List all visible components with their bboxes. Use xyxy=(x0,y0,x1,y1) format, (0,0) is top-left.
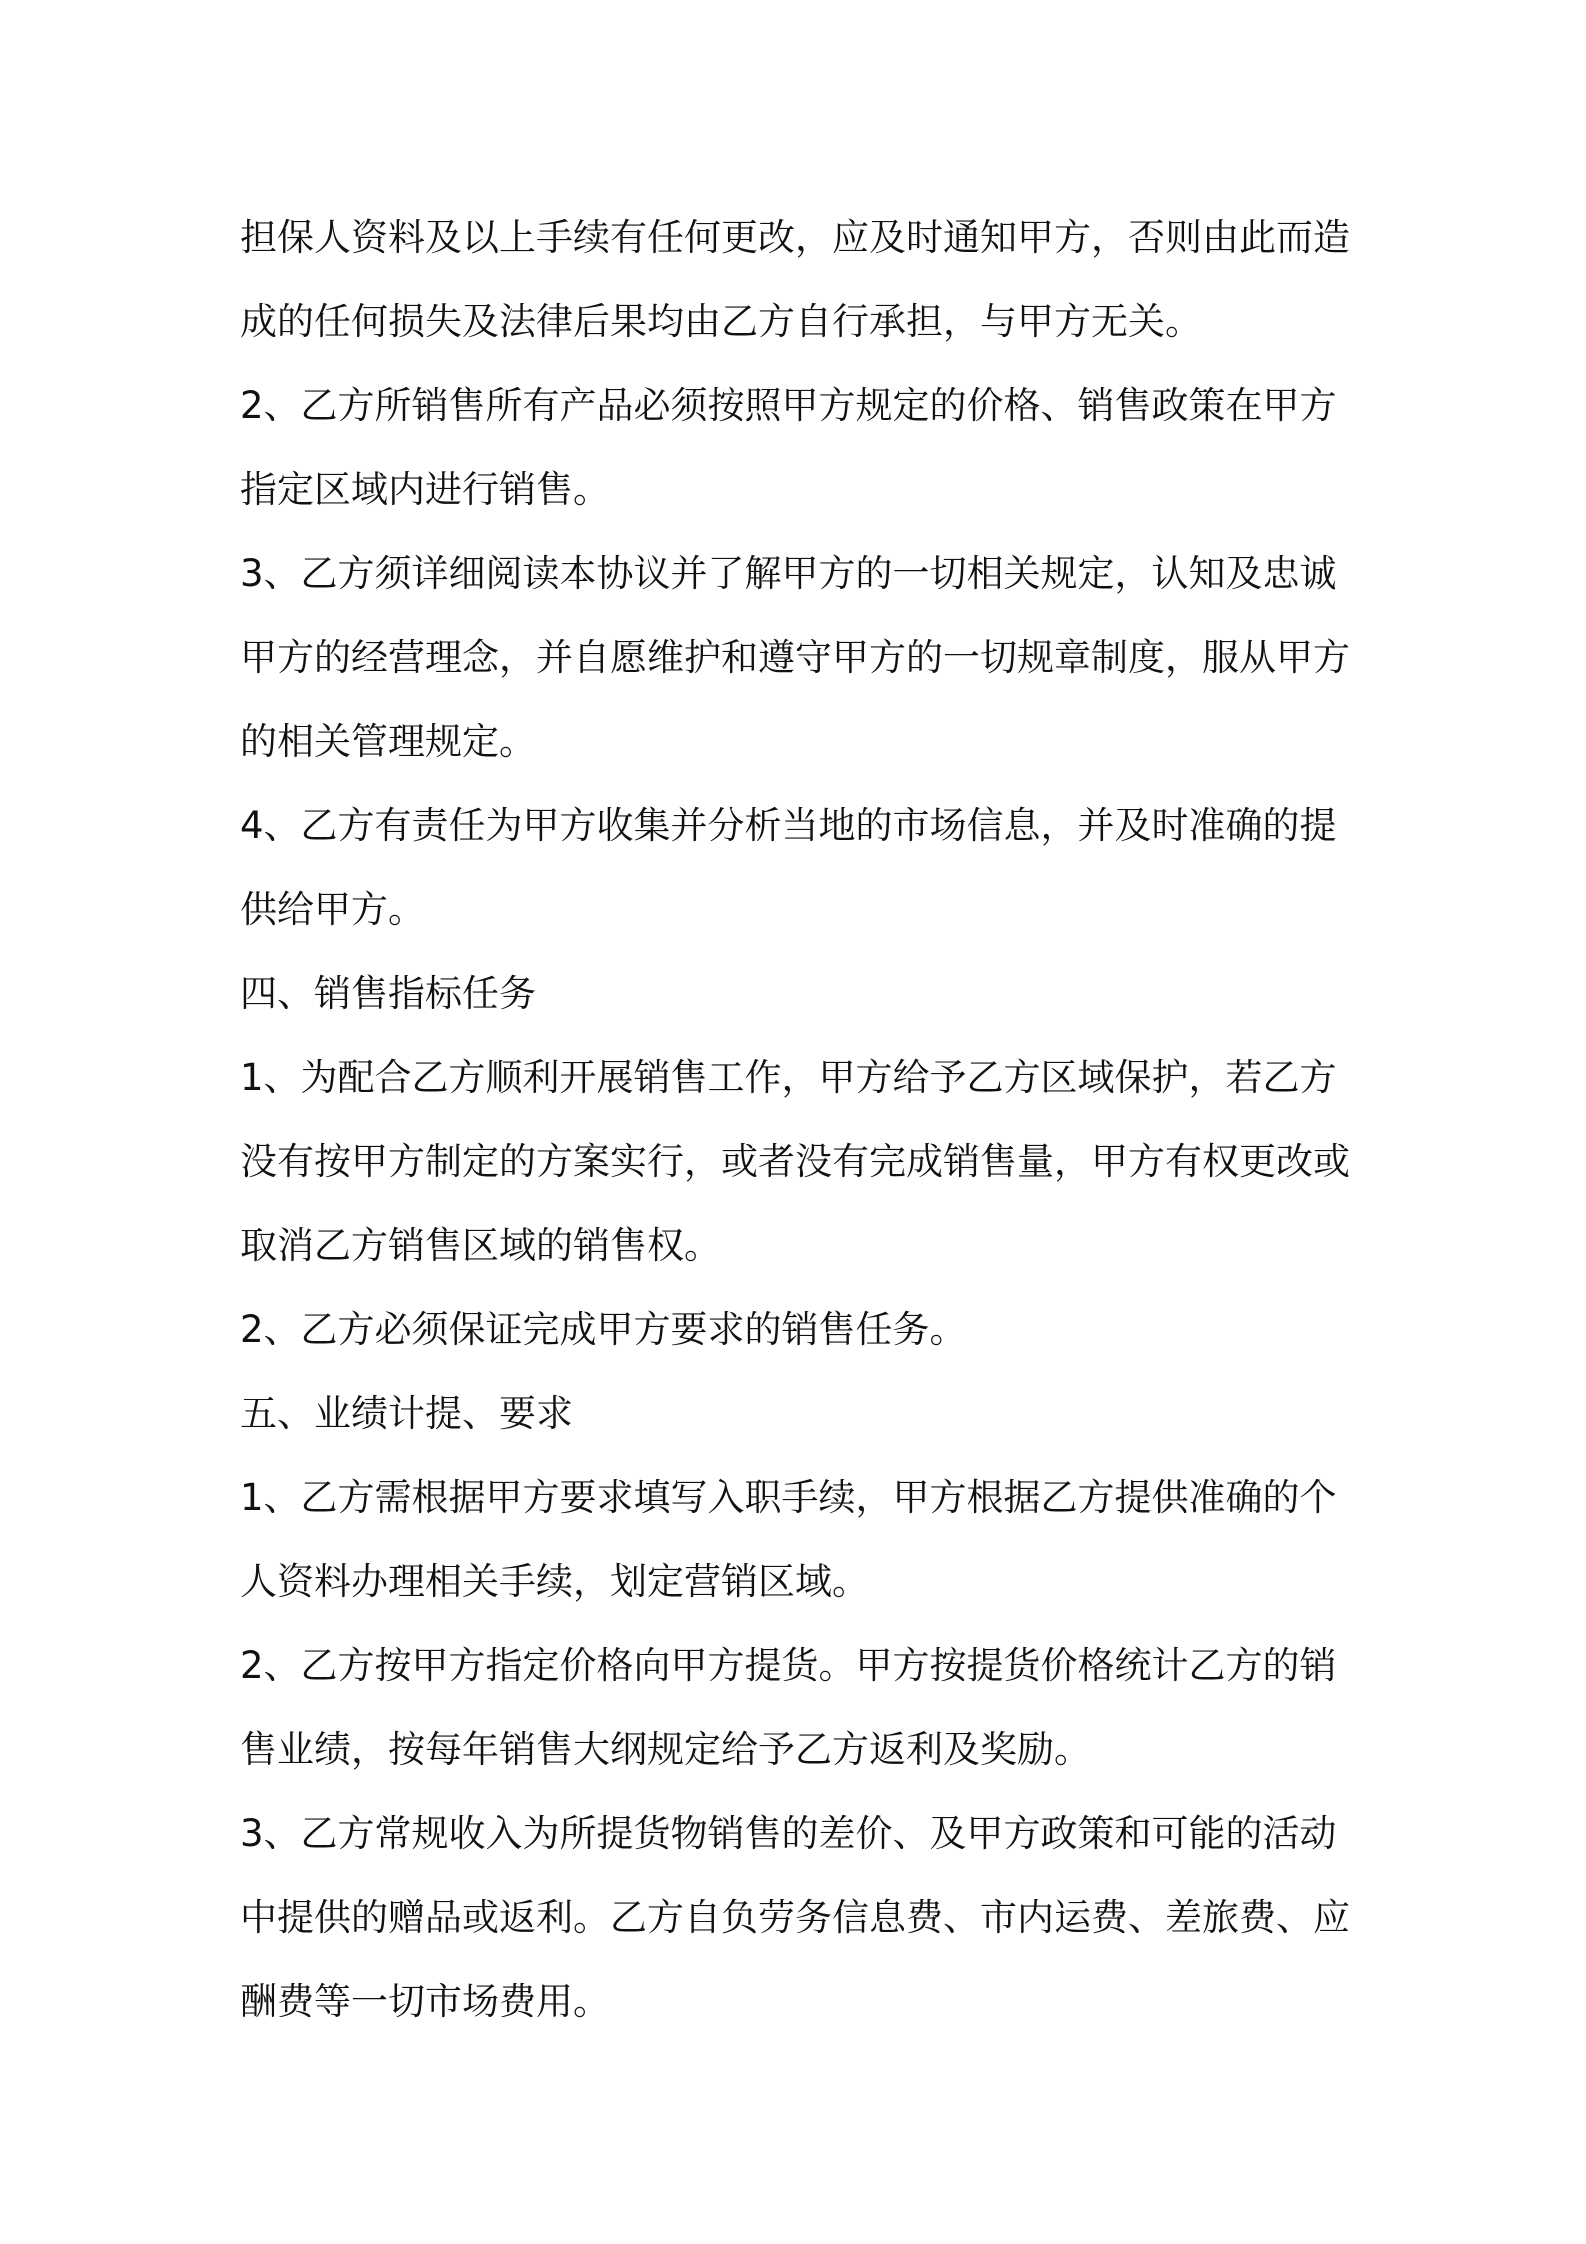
paragraph-clause-2-pricing: 2、乙方所销售所有产品必须按照甲方规定的价格、销售政策在甲方指定区域内进行销售。 xyxy=(240,384,1337,511)
paragraph-performance-clause-1: 1、乙方需根据甲方要求填写入职手续，甲方根据乙方提供准确的个人资料办理相关手续，划定营销区域。 xyxy=(240,1476,1337,1603)
paragraph-performance-clause-2: 2、乙方按甲方指定价格向甲方提货。甲方按提货价格统计乙方的销售业绩，按每年销售大纲规定给予乙方返利及奖励。 xyxy=(240,1644,1337,1771)
section-heading-sales-targets: 四、销售指标任务 xyxy=(240,972,536,1015)
paragraph-targets-clause-1: 1、为配合乙方顺利开展销售工作，甲方给予乙方区域保护，若乙方没有按甲方制定的方案实行，或者没有完成销售量，甲方有权更改或取消乙方销售区域的销售权。 xyxy=(240,1056,1350,1267)
paragraph-guarantor-changes: 担保人资料及以上手续有任何更改，应及时通知甲方，否则由此而造成的任何损失及法律后果均由乙方自行承担，与甲方无关。 xyxy=(240,216,1350,343)
paragraph-targets-clause-2: 2、乙方必须保证完成甲方要求的销售任务。 xyxy=(240,1308,967,1351)
section-heading-performance: 五、业绩计提、要求 xyxy=(240,1392,573,1435)
document-body xyxy=(240,196,1360,2044)
paragraph-clause-4-market-info: 4、乙方有责任为甲方收集并分析当地的市场信息，并及时准确的提供给甲方。 xyxy=(240,804,1337,931)
paragraph-clause-3-regulations: 3、乙方须详细阅读本协议并了解甲方的一切相关规定，认知及忠诚甲方的经营理念，并自愿维护和遵守甲方的一切规章制度，服从甲方的相关管理规定。 xyxy=(240,552,1350,763)
paragraph-performance-clause-3: 3、乙方常规收入为所提货物销售的差价、及甲方政策和可能的活动中提供的赠品或返利。乙方自负劳务信息费、市内运费、差旅费、应酬费等一切市场费用。 xyxy=(240,1812,1350,2023)
